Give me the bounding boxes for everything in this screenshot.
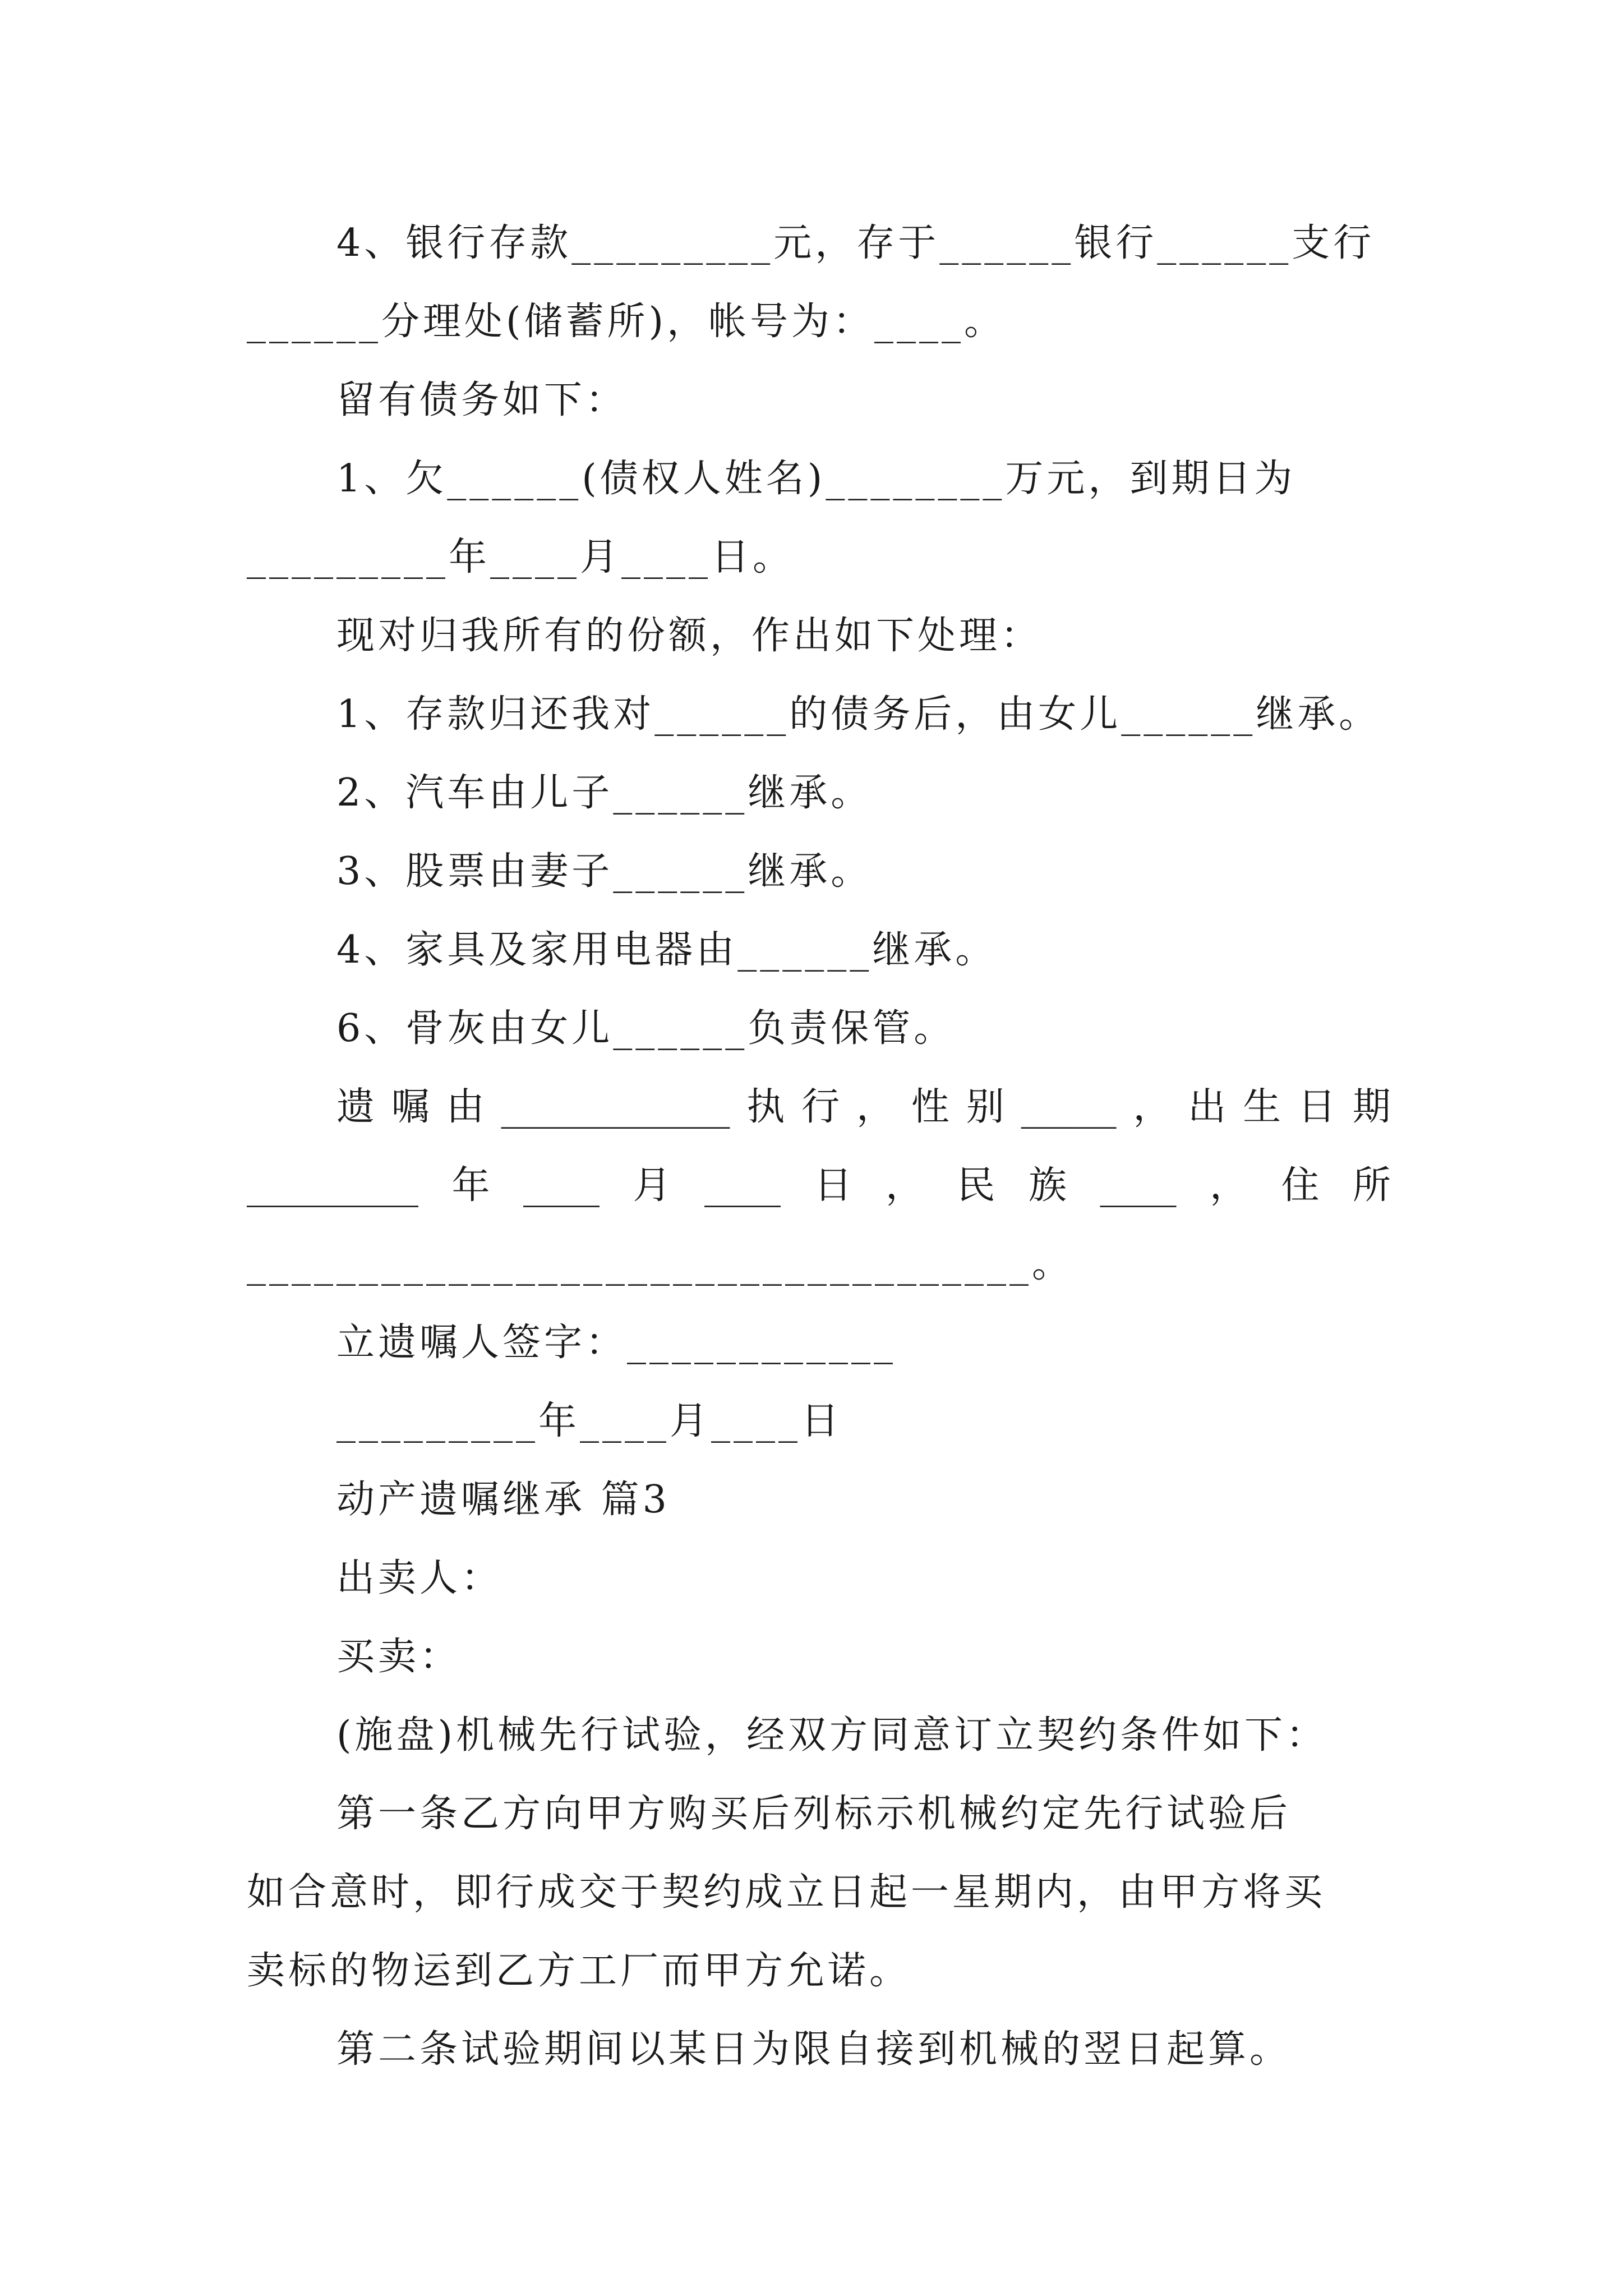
text-line-article-1a: 第一条乙方向甲方购买后列标示机械约定先行试验后 bbox=[336, 1792, 1292, 1836]
text-line-disposal-6: 6、骨灰由女儿______负责保管。 bbox=[336, 1006, 956, 1051]
text-line-disposal-heading: 现对归我所有的份额，作出如下处理： bbox=[336, 614, 1043, 658]
text-line-birth-ethnicity: _________ 年 ____ 月 ____ 日 ， 民 族 ____ ， 住 所 bbox=[247, 1163, 1391, 1208]
text-line-signature-date: _________年____月____日 bbox=[336, 1399, 843, 1443]
text-line-trial-intro: (施盘)机械先行试验，经双方同意订立契约条件如下： bbox=[336, 1713, 1328, 1757]
text-line-debts-heading: 留有债务如下： bbox=[336, 378, 628, 422]
text-line-due-date: _________年____月____日。 bbox=[247, 535, 795, 579]
text-line-seller: 出卖人： bbox=[336, 1556, 503, 1600]
text-line-disposal-3: 3、股票由妻子______继承。 bbox=[336, 849, 873, 894]
text-line-disposal-4: 4、家具及家用电器由______继承。 bbox=[336, 928, 997, 972]
text-line-branch-account: ______分理处(储蓄所)，帐号为：____。 bbox=[247, 300, 1006, 344]
text-line-sale: 买卖： bbox=[336, 1635, 462, 1679]
text-line-executor: 遗 嘱 由 ____________ 执 行 ， 性 别 _____ ， 出 生 日 期 bbox=[336, 1085, 1391, 1129]
text-line-article-1c: 卖标的物运到乙方工厂而甲方允诺。 bbox=[247, 1949, 911, 1993]
text-line-address: ___________________________________。 bbox=[247, 1242, 1074, 1286]
text-line-bank-deposit: 4、银行存款_________元，存于______银行______支行 bbox=[336, 221, 1375, 265]
text-line-article-2: 第二条试验期间以某日为限自接到机械的翌日起算。 bbox=[336, 2027, 1292, 2072]
text-line-article-1b: 如合意时，即行成交于契约成立日起一星期内，由甲方将买 bbox=[247, 1870, 1326, 1915]
section-title: 动产遗嘱继承 篇3 bbox=[336, 1478, 670, 1522]
text-line-debt-1: 1、欠______(债权人姓名)________万元，到期日为 bbox=[336, 457, 1296, 501]
text-line-disposal-2: 2、汽车由儿子______继承。 bbox=[336, 771, 873, 815]
text-line-disposal-1: 1、存款归还我对______的债务后，由女儿______继承。 bbox=[336, 692, 1381, 737]
text-line-testator-signature: 立遗嘱人签字：____________ bbox=[336, 1320, 897, 1365]
